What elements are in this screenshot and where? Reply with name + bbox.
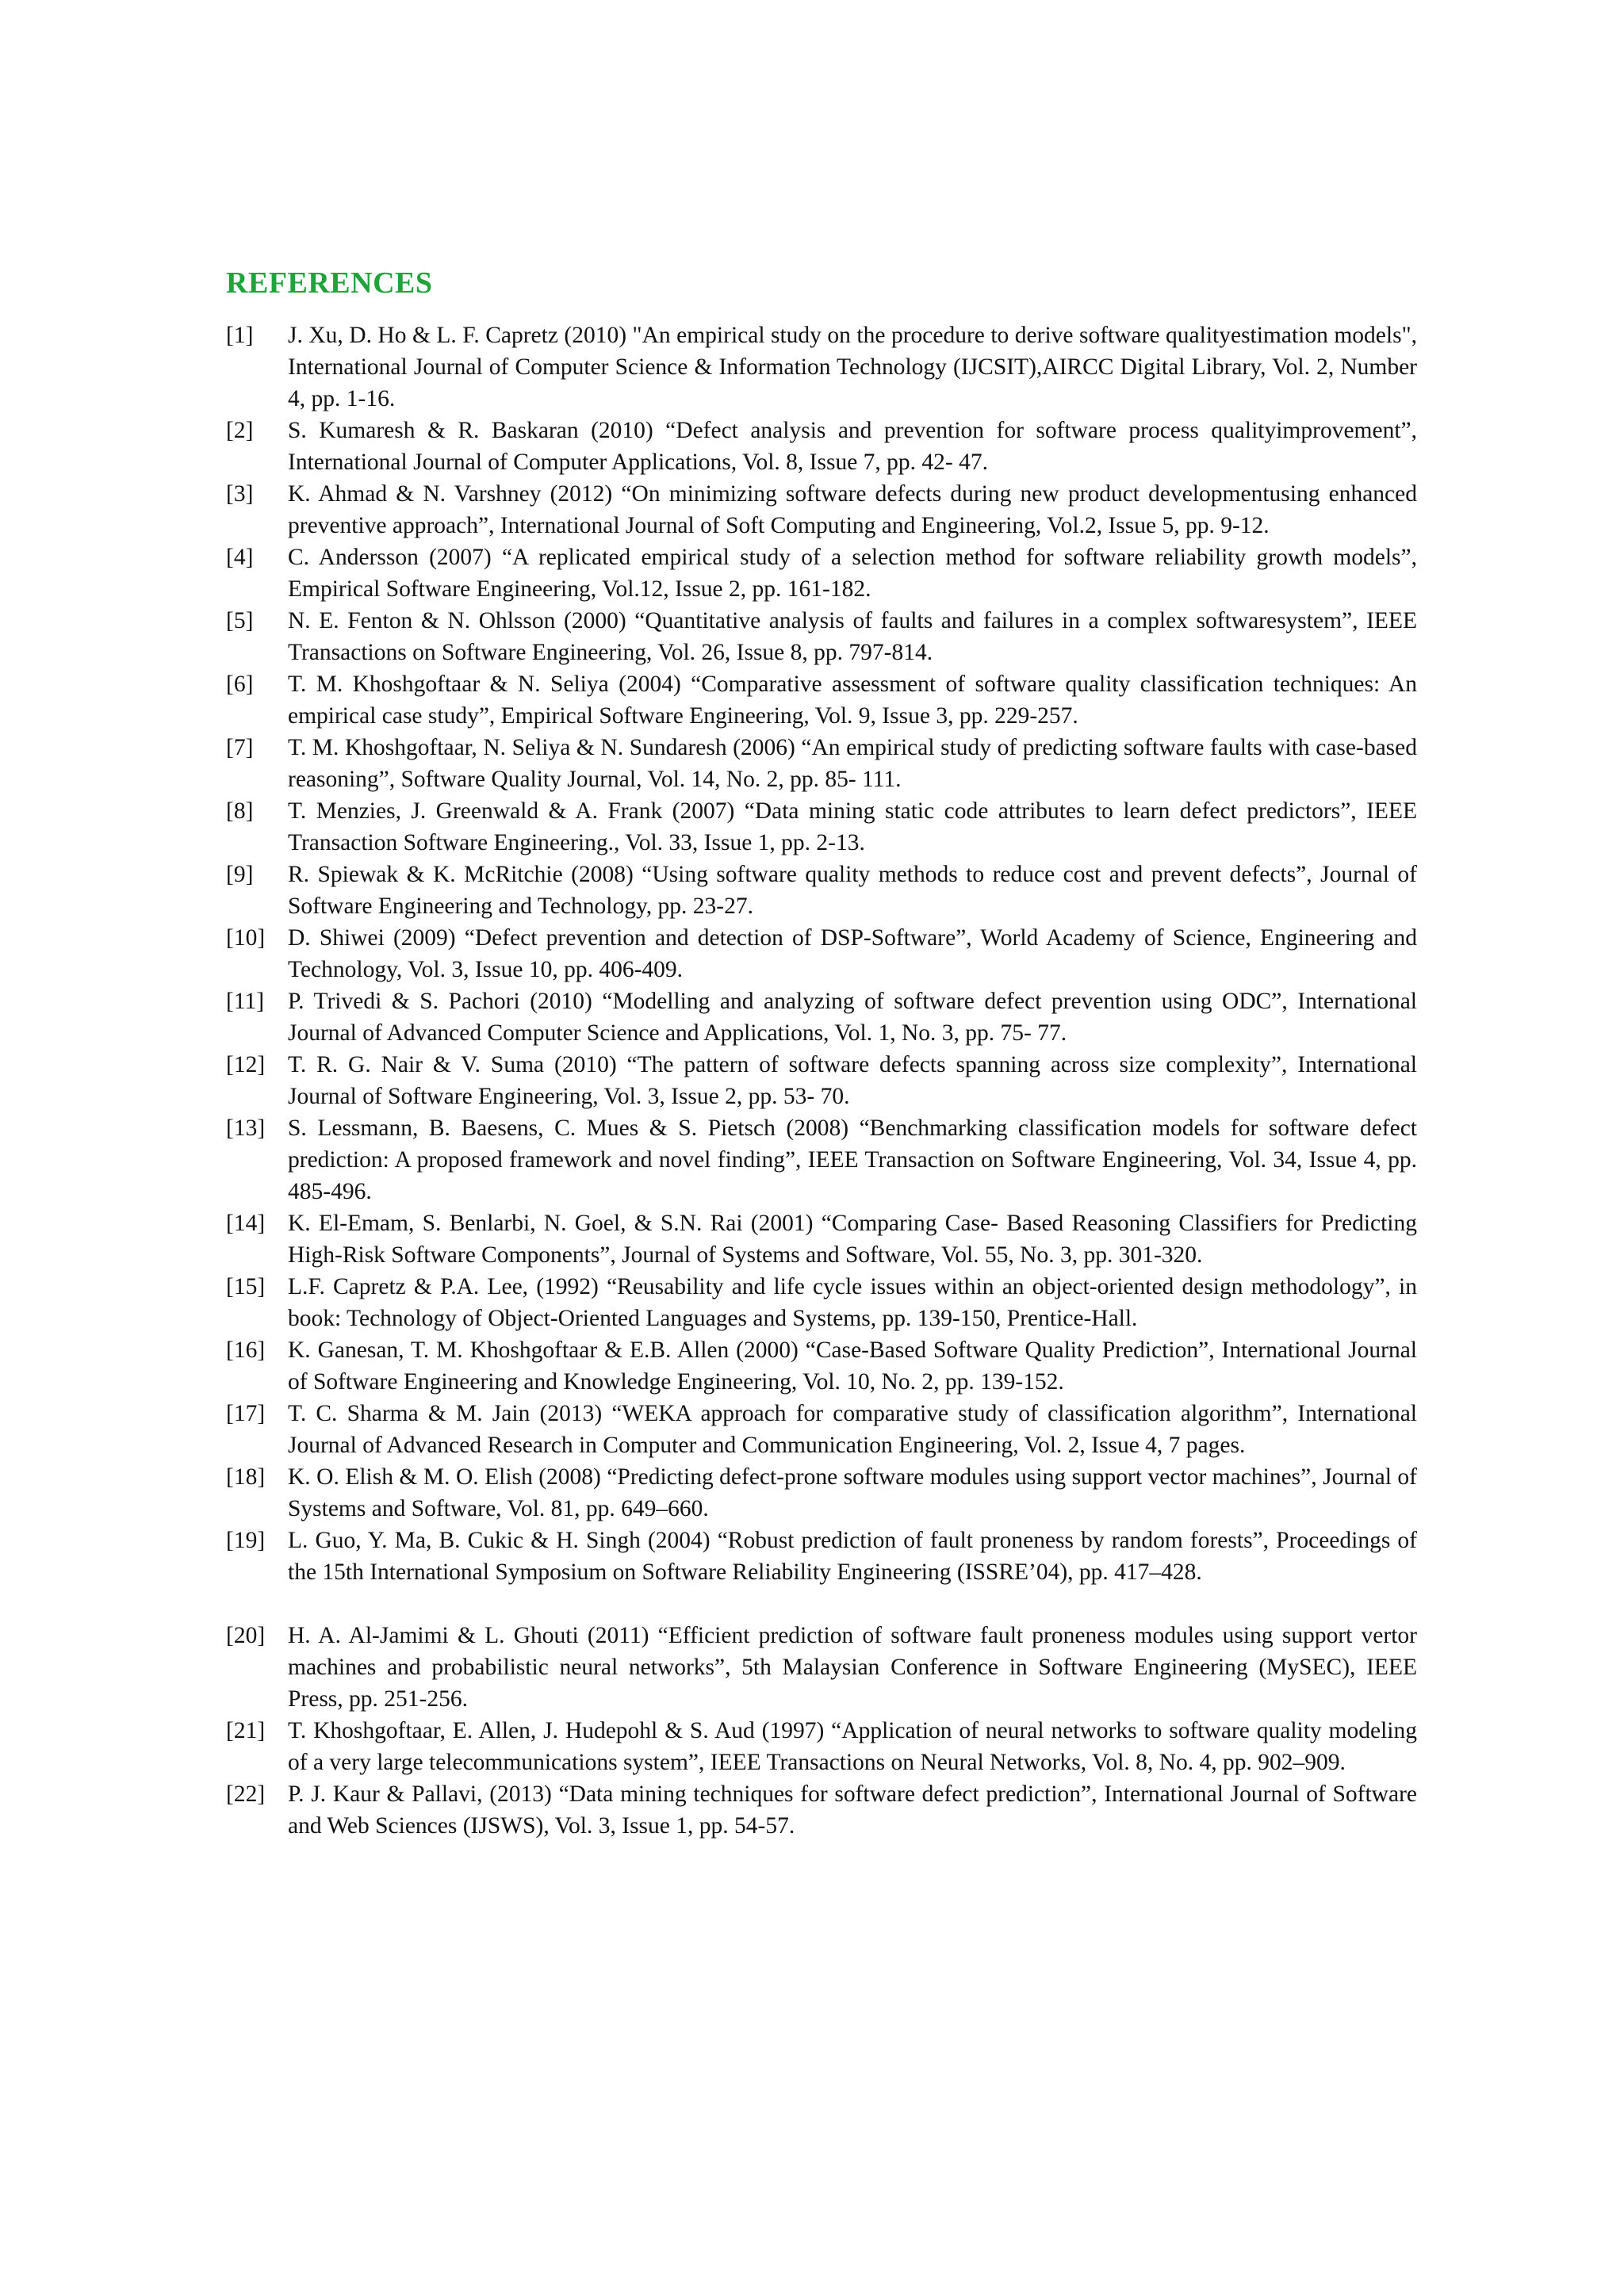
reference-number: [18] [226, 1464, 266, 1490]
references-heading: REFERENCES [226, 266, 433, 300]
reference-item [226, 1715, 1417, 1778]
reference-item [226, 415, 1417, 478]
reference-number: [9] [226, 862, 254, 887]
reference-text: C. Andersson (2007) “A replicated empirical study of a selection method for software reliability growth models”, Empirical Software Engineering, Vol.12, Issue 2, pp. 161-182. [288, 545, 1417, 602]
reference-number: [1] [226, 323, 254, 348]
reference-number: [11] [226, 989, 265, 1014]
reference-text: J. Xu, D. Ho & L. F. Capretz (2010) "An empirical study on the procedure to derive software qualityestimation models", International Journal of Computer Science & Information Technology (IJCSIT),AIRCC Digital Library, Vol. 2, Number 4, pp. 1-16. [288, 323, 1417, 411]
reference-text: K. Ganesan, T. M. Khoshgoftaar & E.B. Allen (2000) “Case-Based Software Quality Prediction”, International Journal of Software Engineering and Knowledge Engineering, Vol. 10, No. 2, pp. 139-152. [288, 1337, 1417, 1395]
reference-text: L. Guo, Y. Ma, B. Cukic & H. Singh (2004) “Robust prediction of fault proneness by random forests”, Proceedings of the 15th International Symposium on Software Reliability Engineering (ISSRE’04), pp. 417–428. [288, 1528, 1417, 1585]
reference-list [226, 320, 1417, 1842]
reference-text: T. M. Khoshgoftaar & N. Seliya (2004) “Comparative assessment of software quality classification techniques: An empirical case study”, Empirical Software Engineering, Vol. 9, Issue 3, pp. 229-257. [288, 672, 1417, 729]
reference-item [226, 1461, 1417, 1525]
reference-number: [13] [226, 1115, 266, 1141]
reference-number: [8] [226, 798, 254, 824]
reference-item [226, 605, 1417, 668]
reference-text: K. El-Emam, S. Benlarbi, N. Goel, & S.N. Rai (2001) “Comparing Case- Based Reasoning Classifiers for Predicting High-Risk Software Components”, Journal of Systems and Software, Vol. 55, No. 3, pp. 301-320. [288, 1211, 1417, 1268]
reference-number: [10] [226, 925, 266, 951]
reference-text: T. M. Khoshgoftaar, N. Seliya & N. Sundaresh (2006) “An empirical study of predicting software faults with case-based reasoning”, Software Quality Journal, Vol. 14, No. 2, pp. 85- 111. [288, 735, 1417, 792]
reference-item [226, 1398, 1417, 1461]
reference-item [226, 859, 1417, 922]
reference-number: [16] [226, 1337, 266, 1363]
reference-item [226, 795, 1417, 859]
reference-item [226, 668, 1417, 732]
reference-item [226, 985, 1417, 1049]
reference-text: R. Spiewak & K. McRitchie (2008) “Using software quality methods to reduce cost and prevent defects”, Journal of Software Engineering and Technology, pp. 23-27. [288, 862, 1417, 919]
reference-text: P. Trivedi & S. Pachori (2010) “Modelling and analyzing of software defect prevention using ODC”, International Journal of Advanced Computer Science and Applications, Vol. 1, No. 3, pp. 75- 77. [288, 989, 1417, 1046]
reference-text: T. R. G. Nair & V. Suma (2010) “The pattern of software defects spanning across size complexity”, International Journal of Software Engineering, Vol. 3, Issue 2, pp. 53- 70. [288, 1052, 1417, 1109]
reference-text: T. Menzies, J. Greenwald & A. Frank (2007) “Data mining static code attributes to learn defect predictors”, IEEE Transaction Software Engineering., Vol. 33, Issue 1, pp. 2-13. [288, 798, 1417, 855]
reference-item [226, 1334, 1417, 1398]
reference-text: N. E. Fenton & N. Ohlsson (2000) “Quantitative analysis of faults and failures in a complex softwaresystem”, IEEE Transactions on Software Engineering, Vol. 26, Issue 8, pp. 797-814. [288, 608, 1417, 665]
reference-item [226, 1207, 1417, 1271]
reference-text: T. Khoshgoftaar, E. Allen, J. Hudepohl & S. Aud (1997) “Application of neural networks to software quality modeling of a very large telecommunications system”, IEEE Transactions on Neural Networks, Vol. 8, No. 4, pp. 902–909. [288, 1718, 1417, 1775]
reference-item [226, 922, 1417, 985]
reference-item [226, 1271, 1417, 1334]
reference-number: [14] [226, 1211, 266, 1236]
reference-text: T. C. Sharma & M. Jain (2013) “WEKA approach for comparative study of classification algorithm”, International Journal of Advanced Research in Computer and Communication Engineering, Vol. 2, Issue 4, 7 pages. [288, 1401, 1417, 1458]
reference-number: [7] [226, 735, 254, 760]
reference-number: [17] [226, 1401, 266, 1426]
reference-item [226, 1112, 1417, 1207]
reference-text: S. Kumaresh & R. Baskaran (2010) “Defect analysis and prevention for software process qualityimprovement”, International Journal of Computer Applications, Vol. 8, Issue 7, pp. 42- 47. [288, 418, 1417, 475]
reference-item [226, 1525, 1417, 1588]
reference-item [226, 1049, 1417, 1112]
reference-text: L.F. Capretz & P.A. Lee, (1992) “Reusability and life cycle issues within an object-oriented design methodology”, in book: Technology of Object-Oriented Languages and Systems, pp. 139-150, Prentice-Hall. [288, 1274, 1417, 1331]
reference-text: S. Lessmann, B. Baesens, C. Mues & S. Pietsch (2008) “Benchmarking classification models for software defect prediction: A proposed framework and novel finding”, IEEE Transaction on Software Engineering, Vol. 34, Issue 4, pp. 485-496. [288, 1115, 1417, 1204]
reference-item [226, 1778, 1417, 1842]
reference-number: [6] [226, 672, 254, 697]
reference-number: [12] [226, 1052, 266, 1077]
reference-text: K. O. Elish & M. O. Elish (2008) “Predicting defect-prone software modules using support vector machines”, Journal of Systems and Software, Vol. 81, pp. 649–660. [288, 1464, 1417, 1521]
reference-number: [20] [226, 1623, 266, 1648]
reference-item [226, 320, 1417, 415]
reference-number: [21] [226, 1718, 266, 1743]
reference-number: [22] [226, 1781, 266, 1807]
reference-number: [19] [226, 1528, 266, 1553]
reference-text: P. J. Kaur & Pallavi, (2013) “Data mining techniques for software defect prediction”, International Journal of Software and Web Sciences (IJSWS), Vol. 3, Issue 1, pp. 54-57. [288, 1781, 1417, 1839]
reference-number: [5] [226, 608, 254, 633]
reference-text: H. A. Al-Jamimi & L. Ghouti (2011) “Efficient prediction of software fault proneness modules using support vertor machines and probabilistic neural networks”, 5th Malaysian Conference in Software Engineering (MySEC), IEEE Press, pp. 251-256. [288, 1623, 1417, 1712]
reference-number: [3] [226, 481, 254, 507]
reference-item [226, 478, 1417, 541]
reference-text: D. Shiwei (2009) “Defect prevention and detection of DSP-Software”, World Academy of Science, Engineering and Technology, Vol. 3, Issue 10, pp. 406-409. [288, 925, 1417, 982]
reference-number: [15] [226, 1274, 266, 1299]
reference-number: [2] [226, 418, 254, 443]
reference-item [226, 732, 1417, 795]
reference-item [226, 541, 1417, 605]
reference-text: K. Ahmad & N. Varshney (2012) “On minimizing software defects during new product developmentusing enhanced preventive approach”, International Journal of Soft Computing and Engineering, Vol.2, Issue 5, pp. 9-12. [288, 481, 1417, 538]
reference-number: [4] [226, 545, 254, 570]
reference-item [226, 1620, 1417, 1715]
